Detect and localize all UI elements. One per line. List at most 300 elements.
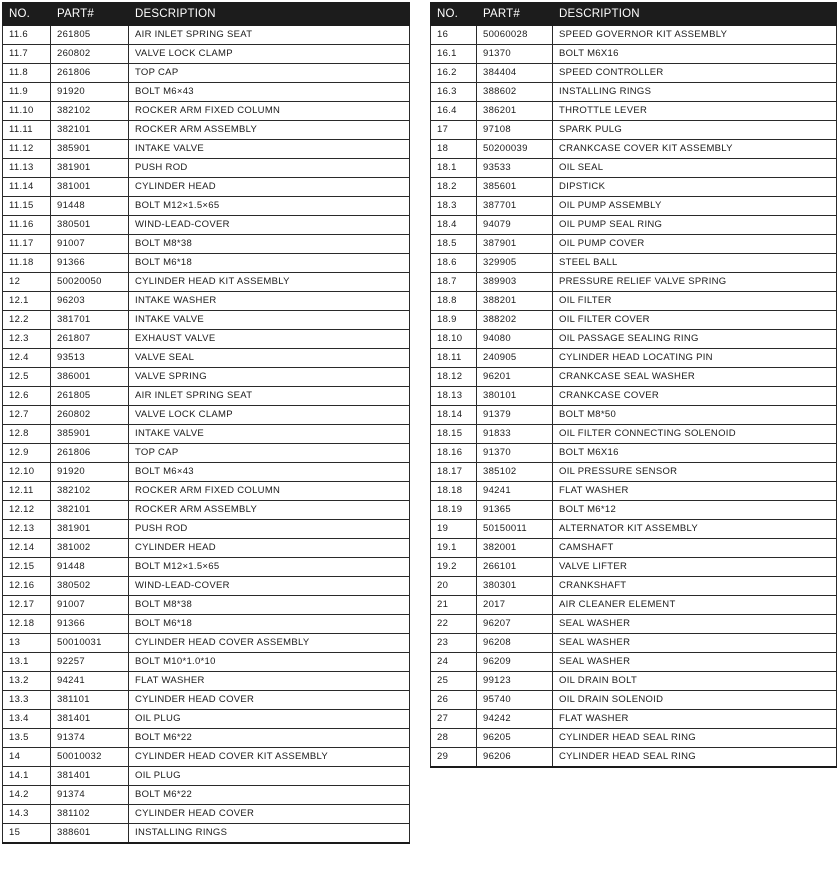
parts-table-right bbox=[430, 2, 837, 768]
table-row bbox=[3, 159, 410, 178]
table-row bbox=[3, 596, 410, 615]
table-row bbox=[3, 121, 410, 140]
table-row bbox=[3, 672, 410, 691]
table-row bbox=[3, 444, 410, 463]
table-row bbox=[3, 45, 410, 64]
cell-part-number: 261806 bbox=[51, 64, 129, 83]
cell-part-number: 91448 bbox=[51, 558, 129, 577]
cell-part-number: 380301 bbox=[477, 577, 553, 596]
cell-part-number: 260802 bbox=[51, 45, 129, 64]
cell-no: 18.12 bbox=[431, 368, 477, 387]
cell-part-number: 260802 bbox=[51, 406, 129, 425]
cell-description: CAMSHAFT bbox=[553, 539, 837, 558]
cell-part-number: 96207 bbox=[477, 615, 553, 634]
cell-no: 19.2 bbox=[431, 558, 477, 577]
cell-part-number: 329905 bbox=[477, 254, 553, 273]
cell-no: 16.3 bbox=[431, 83, 477, 102]
cell-part-number: 381002 bbox=[51, 539, 129, 558]
table-row bbox=[3, 786, 410, 805]
table-row bbox=[431, 368, 837, 387]
cell-description: OIL DRAIN BOLT bbox=[553, 672, 837, 691]
cell-no: 13.2 bbox=[3, 672, 51, 691]
cell-description: ROCKER ARM ASSEMBLY bbox=[129, 501, 410, 520]
cell-description: SEAL WASHER bbox=[553, 634, 837, 653]
cell-no: 11.7 bbox=[3, 45, 51, 64]
table-header-row bbox=[431, 3, 837, 26]
table-row bbox=[431, 159, 837, 178]
cell-part-number: 382001 bbox=[477, 539, 553, 558]
cell-description: BOLT M6X16 bbox=[553, 444, 837, 463]
table-row bbox=[3, 178, 410, 197]
cell-description: SEAL WASHER bbox=[553, 615, 837, 634]
table-row bbox=[3, 539, 410, 558]
cell-description: CYLINDER HEAD LOCATING PIN bbox=[553, 349, 837, 368]
table-row bbox=[431, 653, 837, 672]
cell-no: 18.15 bbox=[431, 425, 477, 444]
cell-part-number: 91007 bbox=[51, 596, 129, 615]
table-row bbox=[431, 64, 837, 83]
cell-part-number: 381901 bbox=[51, 159, 129, 178]
cell-part-number: 385901 bbox=[51, 425, 129, 444]
cell-description: CYLINDER HEAD bbox=[129, 178, 410, 197]
cell-part-number: 380101 bbox=[477, 387, 553, 406]
cell-part-number: 91920 bbox=[51, 463, 129, 482]
cell-part-number: 97108 bbox=[477, 121, 553, 140]
cell-no: 12.16 bbox=[3, 577, 51, 596]
cell-part-number: 240905 bbox=[477, 349, 553, 368]
cell-part-number: 261807 bbox=[51, 330, 129, 349]
cell-no: 18.2 bbox=[431, 178, 477, 197]
cell-description: OIL PLUG bbox=[129, 710, 410, 729]
table-row bbox=[3, 729, 410, 748]
cell-no: 21 bbox=[431, 596, 477, 615]
cell-no: 27 bbox=[431, 710, 477, 729]
table-row bbox=[431, 615, 837, 634]
cell-no: 12 bbox=[3, 273, 51, 292]
cell-no: 11.12 bbox=[3, 140, 51, 159]
table-row bbox=[3, 235, 410, 254]
cell-no: 24 bbox=[431, 653, 477, 672]
cell-part-number: 380501 bbox=[51, 216, 129, 235]
table-row bbox=[3, 26, 410, 45]
cell-no: 11.11 bbox=[3, 121, 51, 140]
table-row bbox=[431, 520, 837, 539]
cell-description: INTAKE VALVE bbox=[129, 140, 410, 159]
cell-no: 18.8 bbox=[431, 292, 477, 311]
cell-description: BOLT M8*38 bbox=[129, 596, 410, 615]
cell-description: OIL FILTER COVER bbox=[553, 311, 837, 330]
cell-no: 12.5 bbox=[3, 368, 51, 387]
cell-part-number: 92257 bbox=[51, 653, 129, 672]
cell-no: 12.8 bbox=[3, 425, 51, 444]
cell-no: 18 bbox=[431, 140, 477, 159]
table-row bbox=[3, 197, 410, 216]
cell-no: 13.3 bbox=[3, 691, 51, 710]
cell-no: 15 bbox=[3, 824, 51, 844]
cell-description: OIL PRESSURE SENSOR bbox=[553, 463, 837, 482]
cell-no: 18.3 bbox=[431, 197, 477, 216]
cell-no: 19.1 bbox=[431, 539, 477, 558]
header-description: DESCRIPTION bbox=[553, 3, 837, 26]
cell-no: 26 bbox=[431, 691, 477, 710]
cell-part-number: 385102 bbox=[477, 463, 553, 482]
cell-part-number: 50150011 bbox=[477, 520, 553, 539]
table-row bbox=[431, 691, 837, 710]
cell-description: FLAT WASHER bbox=[129, 672, 410, 691]
table-row bbox=[431, 83, 837, 102]
cell-description: VALVE LOCK CLAMP bbox=[129, 45, 410, 64]
table-row bbox=[431, 254, 837, 273]
cell-description: OIL SEAL bbox=[553, 159, 837, 178]
table-row bbox=[3, 615, 410, 634]
table-row bbox=[3, 653, 410, 672]
table-row bbox=[3, 273, 410, 292]
cell-no: 11.10 bbox=[3, 102, 51, 121]
table-row bbox=[3, 140, 410, 159]
cell-description: FLAT WASHER bbox=[553, 482, 837, 501]
header-no: NO. bbox=[3, 3, 51, 26]
table-row bbox=[3, 501, 410, 520]
cell-part-number: 384404 bbox=[477, 64, 553, 83]
cell-no: 22 bbox=[431, 615, 477, 634]
cell-part-number: 94241 bbox=[51, 672, 129, 691]
cell-no: 11.17 bbox=[3, 235, 51, 254]
cell-no: 18.1 bbox=[431, 159, 477, 178]
cell-part-number: 96203 bbox=[51, 292, 129, 311]
cell-description: CYLINDER HEAD COVER KIT ASSEMBLY bbox=[129, 748, 410, 767]
cell-no: 17 bbox=[431, 121, 477, 140]
cell-description: VALVE SPRING bbox=[129, 368, 410, 387]
cell-no: 12.2 bbox=[3, 311, 51, 330]
cell-no: 12.17 bbox=[3, 596, 51, 615]
table-row bbox=[431, 539, 837, 558]
table-row bbox=[431, 178, 837, 197]
cell-no: 12.15 bbox=[3, 558, 51, 577]
cell-no: 11.15 bbox=[3, 197, 51, 216]
cell-no: 18.16 bbox=[431, 444, 477, 463]
cell-part-number: 93513 bbox=[51, 349, 129, 368]
cell-description: CRANKCASE COVER KIT ASSEMBLY bbox=[553, 140, 837, 159]
cell-part-number: 96205 bbox=[477, 729, 553, 748]
cell-no: 18.5 bbox=[431, 235, 477, 254]
table-row bbox=[431, 710, 837, 729]
cell-description: CYLINDER HEAD COVER bbox=[129, 691, 410, 710]
table-row bbox=[431, 235, 837, 254]
cell-part-number: 381401 bbox=[51, 767, 129, 786]
cell-description: OIL DRAIN SOLENOID bbox=[553, 691, 837, 710]
cell-no: 18.10 bbox=[431, 330, 477, 349]
cell-part-number: 389903 bbox=[477, 273, 553, 292]
cell-description: CRANKCASE SEAL WASHER bbox=[553, 368, 837, 387]
cell-part-number: 50020050 bbox=[51, 273, 129, 292]
cell-description: CYLINDER HEAD SEAL RING bbox=[553, 729, 837, 748]
cell-description: PUSH ROD bbox=[129, 159, 410, 178]
table-row bbox=[3, 805, 410, 824]
cell-part-number: 94242 bbox=[477, 710, 553, 729]
table-row bbox=[431, 121, 837, 140]
cell-no: 16 bbox=[431, 26, 477, 45]
cell-part-number: 91007 bbox=[51, 235, 129, 254]
table-row bbox=[3, 311, 410, 330]
cell-part-number: 382102 bbox=[51, 482, 129, 501]
cell-part-number: 386201 bbox=[477, 102, 553, 121]
cell-no: 29 bbox=[431, 748, 477, 768]
table-row bbox=[431, 311, 837, 330]
cell-no: 11.8 bbox=[3, 64, 51, 83]
cell-description: CYLINDER HEAD COVER ASSEMBLY bbox=[129, 634, 410, 653]
cell-part-number: 381701 bbox=[51, 311, 129, 330]
cell-description: BOLT M6*18 bbox=[129, 254, 410, 273]
parts-table-right-body bbox=[431, 26, 837, 768]
table-row bbox=[3, 691, 410, 710]
cell-no: 20 bbox=[431, 577, 477, 596]
cell-description: SPEED GOVERNOR KIT ASSEMBLY bbox=[553, 26, 837, 45]
table-row bbox=[3, 292, 410, 311]
cell-description: CYLINDER HEAD SEAL RING bbox=[553, 748, 837, 768]
table-row bbox=[3, 349, 410, 368]
cell-part-number: 91370 bbox=[477, 45, 553, 64]
table-row bbox=[431, 577, 837, 596]
table-row bbox=[3, 425, 410, 444]
table-row bbox=[431, 634, 837, 653]
cell-description: SPEED CONTROLLER bbox=[553, 64, 837, 83]
cell-description: ALTERNATOR KIT ASSEMBLY bbox=[553, 520, 837, 539]
cell-no: 12.14 bbox=[3, 539, 51, 558]
cell-description: ROCKER ARM ASSEMBLY bbox=[129, 121, 410, 140]
table-row bbox=[431, 748, 837, 768]
cell-part-number: 91366 bbox=[51, 615, 129, 634]
cell-description: INSTALLING RINGS bbox=[129, 824, 410, 844]
cell-description: FLAT WASHER bbox=[553, 710, 837, 729]
cell-part-number: 388202 bbox=[477, 311, 553, 330]
cell-no: 11.18 bbox=[3, 254, 51, 273]
cell-part-number: 385601 bbox=[477, 178, 553, 197]
cell-description: CRANKSHAFT bbox=[553, 577, 837, 596]
table-row bbox=[431, 102, 837, 121]
cell-part-number: 91920 bbox=[51, 83, 129, 102]
cell-no: 13.5 bbox=[3, 729, 51, 748]
cell-part-number: 94079 bbox=[477, 216, 553, 235]
cell-description: CYLINDER HEAD COVER bbox=[129, 805, 410, 824]
cell-no: 23 bbox=[431, 634, 477, 653]
cell-description: OIL FILTER CONNECTING SOLENOID bbox=[553, 425, 837, 444]
table-row bbox=[431, 425, 837, 444]
table-row bbox=[431, 273, 837, 292]
cell-part-number: 381001 bbox=[51, 178, 129, 197]
cell-part-number: 387901 bbox=[477, 235, 553, 254]
cell-description: AIR INLET SPRING SEAT bbox=[129, 387, 410, 406]
cell-part-number: 93533 bbox=[477, 159, 553, 178]
table-row bbox=[3, 824, 410, 844]
cell-part-number: 94080 bbox=[477, 330, 553, 349]
cell-description: INTAKE VALVE bbox=[129, 311, 410, 330]
cell-description: VALVE LIFTER bbox=[553, 558, 837, 577]
cell-no: 18.11 bbox=[431, 349, 477, 368]
cell-description: VALVE LOCK CLAMP bbox=[129, 406, 410, 425]
cell-description: PRESSURE RELIEF VALVE SPRING bbox=[553, 273, 837, 292]
cell-description: ROCKER ARM FIXED COLUMN bbox=[129, 102, 410, 121]
cell-description: ROCKER ARM FIXED COLUMN bbox=[129, 482, 410, 501]
cell-part-number: 50060028 bbox=[477, 26, 553, 45]
cell-part-number: 261805 bbox=[51, 26, 129, 45]
cell-part-number: 385901 bbox=[51, 140, 129, 159]
cell-part-number: 91379 bbox=[477, 406, 553, 425]
cell-description: BOLT M6*18 bbox=[129, 615, 410, 634]
cell-no: 14 bbox=[3, 748, 51, 767]
table-row bbox=[3, 634, 410, 653]
cell-description: OIL PASSAGE SEALING RING bbox=[553, 330, 837, 349]
cell-description: OIL PUMP SEAL RING bbox=[553, 216, 837, 235]
cell-description: BOLT M12×1.5×65 bbox=[129, 197, 410, 216]
cell-description: CRANKCASE COVER bbox=[553, 387, 837, 406]
table-row bbox=[3, 406, 410, 425]
table-row bbox=[3, 577, 410, 596]
cell-part-number: 99123 bbox=[477, 672, 553, 691]
cell-description: INSTALLING RINGS bbox=[553, 83, 837, 102]
cell-part-number: 388601 bbox=[51, 824, 129, 844]
cell-no: 11.14 bbox=[3, 178, 51, 197]
cell-part-number: 91374 bbox=[51, 729, 129, 748]
cell-part-number: 96209 bbox=[477, 653, 553, 672]
cell-description: BOLT M10*1.0*10 bbox=[129, 653, 410, 672]
cell-no: 12.12 bbox=[3, 501, 51, 520]
cell-part-number: 382101 bbox=[51, 501, 129, 520]
cell-part-number: 50010031 bbox=[51, 634, 129, 653]
cell-part-number: 91448 bbox=[51, 197, 129, 216]
table-row bbox=[3, 83, 410, 102]
cell-no: 12.3 bbox=[3, 330, 51, 349]
cell-part-number: 261805 bbox=[51, 387, 129, 406]
table-row bbox=[3, 482, 410, 501]
cell-description: BOLT M6*12 bbox=[553, 501, 837, 520]
cell-part-number: 386001 bbox=[51, 368, 129, 387]
cell-no: 16.1 bbox=[431, 45, 477, 64]
table-row bbox=[431, 729, 837, 748]
table-row bbox=[431, 349, 837, 368]
cell-no: 13.4 bbox=[3, 710, 51, 729]
table-row bbox=[3, 463, 410, 482]
cell-description: BOLT M6×43 bbox=[129, 83, 410, 102]
cell-no: 18.13 bbox=[431, 387, 477, 406]
cell-description: EXHAUST VALVE bbox=[129, 330, 410, 349]
table-row bbox=[431, 558, 837, 577]
cell-no: 12.4 bbox=[3, 349, 51, 368]
table-row bbox=[431, 406, 837, 425]
table-row bbox=[3, 767, 410, 786]
cell-no: 18.14 bbox=[431, 406, 477, 425]
cell-no: 11.6 bbox=[3, 26, 51, 45]
table-row bbox=[431, 672, 837, 691]
cell-part-number: 94241 bbox=[477, 482, 553, 501]
table-row bbox=[431, 140, 837, 159]
table-row bbox=[3, 64, 410, 83]
table-row bbox=[3, 558, 410, 577]
cell-no: 13.1 bbox=[3, 653, 51, 672]
cell-no: 19 bbox=[431, 520, 477, 539]
cell-part-number: 381901 bbox=[51, 520, 129, 539]
cell-part-number: 387701 bbox=[477, 197, 553, 216]
cell-description: OIL PUMP ASSEMBLY bbox=[553, 197, 837, 216]
cell-no: 12.1 bbox=[3, 292, 51, 311]
cell-description: CYLINDER HEAD KIT ASSEMBLY bbox=[129, 273, 410, 292]
parts-table-left-body bbox=[3, 26, 410, 844]
table-row bbox=[431, 482, 837, 501]
cell-description: THROTTLE LEVER bbox=[553, 102, 837, 121]
cell-description: BOLT M8*38 bbox=[129, 235, 410, 254]
cell-no: 11.13 bbox=[3, 159, 51, 178]
cell-part-number: 50200039 bbox=[477, 140, 553, 159]
cell-part-number: 91365 bbox=[477, 501, 553, 520]
cell-description: PUSH ROD bbox=[129, 520, 410, 539]
cell-no: 18.7 bbox=[431, 273, 477, 292]
cell-description: BOLT M8*50 bbox=[553, 406, 837, 425]
cell-part-number: 381401 bbox=[51, 710, 129, 729]
cell-no: 13 bbox=[3, 634, 51, 653]
cell-no: 18.4 bbox=[431, 216, 477, 235]
cell-no: 12.18 bbox=[3, 615, 51, 634]
cell-description: TOP CAP bbox=[129, 64, 410, 83]
cell-part-number: 381102 bbox=[51, 805, 129, 824]
table-row bbox=[431, 292, 837, 311]
cell-description: BOLT M6×43 bbox=[129, 463, 410, 482]
table-row bbox=[431, 463, 837, 482]
cell-part-number: 2017 bbox=[477, 596, 553, 615]
cell-description: SPARK PULG bbox=[553, 121, 837, 140]
cell-no: 12.6 bbox=[3, 387, 51, 406]
table-row bbox=[3, 748, 410, 767]
cell-description: TOP CAP bbox=[129, 444, 410, 463]
table-row bbox=[3, 520, 410, 539]
header-no: NO. bbox=[431, 3, 477, 26]
cell-description: AIR CLEANER ELEMENT bbox=[553, 596, 837, 615]
cell-no: 14.3 bbox=[3, 805, 51, 824]
cell-part-number: 381101 bbox=[51, 691, 129, 710]
table-row bbox=[431, 387, 837, 406]
cell-part-number: 91374 bbox=[51, 786, 129, 805]
table-row bbox=[3, 368, 410, 387]
table-row bbox=[431, 596, 837, 615]
cell-description: INTAKE WASHER bbox=[129, 292, 410, 311]
table-row bbox=[431, 501, 837, 520]
cell-no: 11.9 bbox=[3, 83, 51, 102]
header-part: PART# bbox=[51, 3, 129, 26]
cell-part-number: 96201 bbox=[477, 368, 553, 387]
table-row bbox=[3, 330, 410, 349]
cell-description: WIND-LEAD-COVER bbox=[129, 577, 410, 596]
cell-description: OIL PLUG bbox=[129, 767, 410, 786]
cell-part-number: 388201 bbox=[477, 292, 553, 311]
cell-no: 18.9 bbox=[431, 311, 477, 330]
cell-part-number: 96208 bbox=[477, 634, 553, 653]
cell-description: CYLINDER HEAD bbox=[129, 539, 410, 558]
cell-no: 14.2 bbox=[3, 786, 51, 805]
table-row bbox=[431, 216, 837, 235]
cell-description: WIND-LEAD-COVER bbox=[129, 216, 410, 235]
cell-description: AIR INLET SPRING SEAT bbox=[129, 26, 410, 45]
cell-description: BOLT M12×1.5×65 bbox=[129, 558, 410, 577]
table-row bbox=[3, 216, 410, 235]
cell-no: 18.17 bbox=[431, 463, 477, 482]
table-row bbox=[3, 710, 410, 729]
cell-description: BOLT M6*22 bbox=[129, 786, 410, 805]
table-row bbox=[431, 197, 837, 216]
table-row bbox=[3, 387, 410, 406]
cell-part-number: 95740 bbox=[477, 691, 553, 710]
cell-no: 14.1 bbox=[3, 767, 51, 786]
cell-part-number: 96206 bbox=[477, 748, 553, 768]
cell-part-number: 91370 bbox=[477, 444, 553, 463]
cell-part-number: 91833 bbox=[477, 425, 553, 444]
